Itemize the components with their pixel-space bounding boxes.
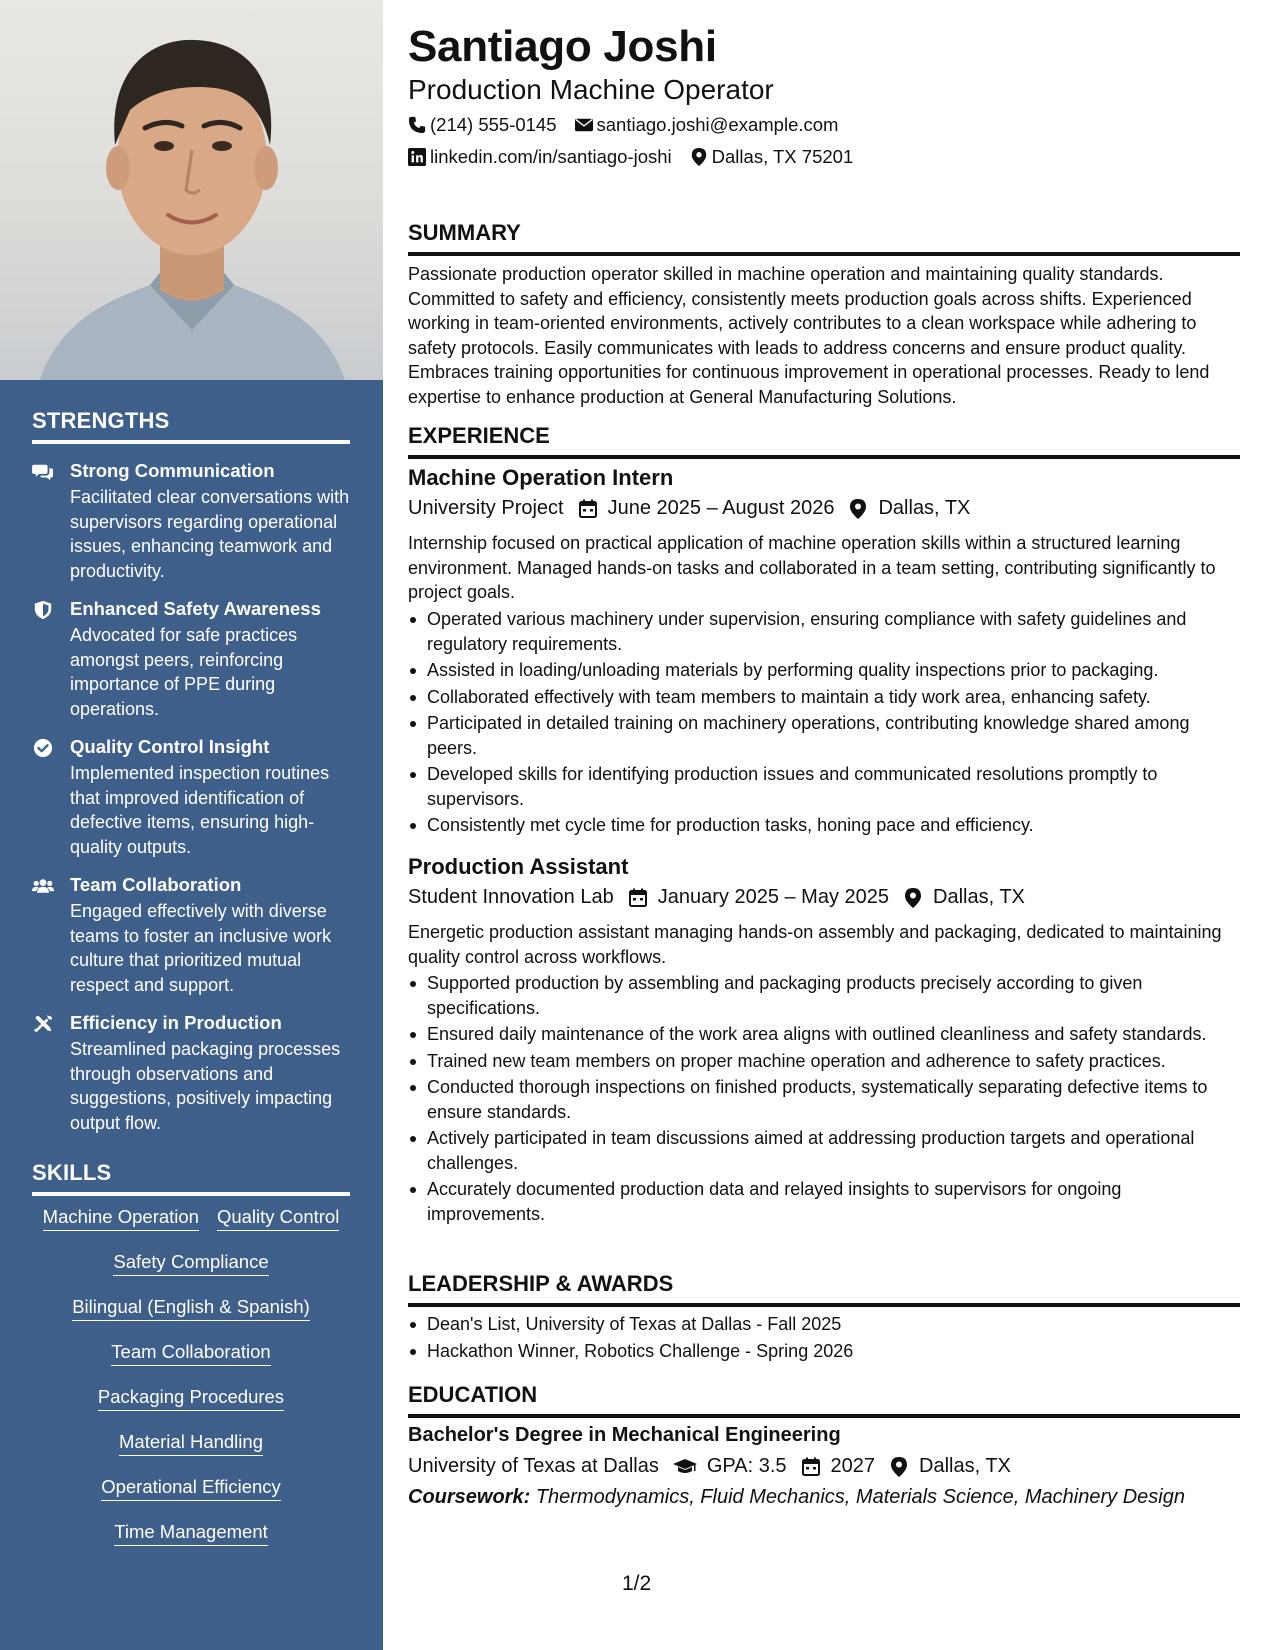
job-dates: June 2025 – August 2026 [607,497,835,519]
bullet-item: Developed skills for identifying production issues and communicated resolutions promptly to supervisors. [408,762,1240,811]
coursework-list: Thermodynamics, Fluid Mechanics, Materials Science, Machinery Design [535,1486,1185,1508]
linkedin-icon [408,148,426,166]
map-pin-icon [848,499,868,519]
tools-icon [32,1014,54,1034]
phone-icon [408,116,426,134]
bullet-item: Conducted thorough inspections on finished products, systematically separating defective items to ensure standards. [408,1075,1240,1124]
skill-tag: Machine Operation [43,1206,199,1231]
strength-description: Facilitated clear conversations with supervisors regarding operational issues, enhancing teamwork and productivity. [70,487,350,581]
contact-row [408,146,853,168]
strength-description: Engaged effectively with diverse teams to foster an inclusive work culture that prioritized mutual respect and support. [70,901,332,995]
strength-title: Team Collaboration [70,874,242,895]
job-title: Production Assistant [408,854,629,879]
skill-tag: Time Management [114,1521,268,1546]
bullet-item: Consistently met cycle time for production tasks, honing pace and efficiency. [408,813,1240,838]
skill-tag: Safety Compliance [113,1251,268,1276]
strengths-heading: STRENGTHS [32,408,350,444]
profile-photo [0,0,383,380]
job-dates: January 2025 – May 2025 [657,886,890,908]
job-location: Dallas, TX [878,497,971,519]
users-icon [32,876,54,896]
map-pin-icon [903,888,923,908]
bullet-item: Accurately documented production data and relayed insights to supervisors for ongoing improvements. [408,1177,1240,1226]
job-organization: University Project [408,497,564,519]
degree-title: Bachelor's Degree in Mechanical Engineering [408,1424,841,1446]
bullet-item: Collaborated effectively with team members to maintain a tidy work area, enhancing safety. [408,685,1240,710]
summary-text: Passionate production operator skilled in machine operation and maintaining quality standards. Committed to safety and efficiency, consistently meets production goals across shifts. Experienced working in team-oriented environments, actively contributes to a clean workspace while adhering to safety protocols. Easily communicates with leads to address concerns and ensure product quality. Embraces training opportunities for continuous improvement in operational processes. Ready to lend expertise to enhance production at General Manufacturing Solutions. [408,264,1210,407]
job-organization: Student Innovation Lab [408,886,614,908]
email-address[interactable]: santiago.joshi@example.com [596,114,839,135]
job-meta [408,886,1025,909]
job-bullets [408,607,1240,840]
education-meta [408,1455,1011,1478]
strength-title: Efficiency in Production [70,1012,282,1033]
bullet-item: Assisted in loading/unloading materials by performing quality inspections prior to packaging. [408,658,1240,683]
skills-heading: SKILLS [32,1160,350,1196]
skill-tag: Material Handling [119,1431,263,1456]
strength-description: Advocated for safe practices amongst peers, reinforcing importance of PPE during operations. [70,625,298,719]
graduation-cap-icon [673,1457,697,1477]
school-location: Dallas, TX [919,1455,1011,1477]
skill-tag: Packaging Procedures [98,1386,284,1411]
bullet-item: Trained new team members on proper machine operation and adherence to safety practices. [408,1049,1240,1074]
award-item: Hackathon Winner, Robotics Challenge - Spring 2026 [408,1339,1240,1364]
check-circle-icon [32,738,54,758]
skills-list [32,1206,350,1566]
bullet-item: Ensured daily maintenance of the work area aligns with outlined cleanliness and safety standards. [408,1022,1240,1047]
job-description: Internship focused on practical application of machine operation skills within a structured learning environment. Managed hands-on tasks and collaborated in a team setting, contributing significantly to project goals. [408,533,1216,602]
bullet-item: Operated various machinery under supervision, ensuring compliance with safety guidelines and regulatory requirements. [408,607,1240,656]
profile-photo-illustration [0,0,383,380]
location: Dallas, TX 75201 [711,146,854,167]
job-location: Dallas, TX [933,886,1025,908]
sidebar [0,0,383,1650]
map-pin-icon [690,148,708,166]
skill-tag: Operational Efficiency [101,1476,281,1501]
calendar-icon [628,888,648,908]
linkedin-url[interactable]: linkedin.com/in/santiago-joshi [430,146,672,167]
envelope-icon [575,116,593,134]
strength-title: Enhanced Safety Awareness [70,598,321,619]
calendar-icon [801,1457,821,1477]
page-indicator: 1/2 [622,1572,652,1595]
leadership-bullets [408,1312,1240,1365]
comments-icon [32,462,54,482]
shield-icon [32,600,54,620]
bullet-item: Supported production by assembling and packaging products precisely according to given specifications. [408,971,1240,1020]
skill-tag: Quality Control [217,1206,339,1231]
map-pin-icon [889,1457,909,1477]
experience-heading: EXPERIENCE [408,423,1240,459]
strength-description: Implemented inspection routines that improved identification of defective items, ensuring high-quality outputs. [70,763,330,857]
strength-title: Strong Communication [70,460,275,481]
gpa: GPA: 3.5 [706,1455,787,1477]
bullet-item: Actively participated in team discussions aimed at addressing production targets and operational challenges. [408,1126,1240,1175]
contact-row [408,114,838,136]
summary-heading: SUMMARY [408,220,1240,256]
education-heading: EDUCATION [408,1382,1240,1418]
job-bullets [408,971,1240,1228]
coursework [408,1486,1185,1509]
job-description: Energetic production assistant managing hands-on assembly and packaging, dedicated to maintaining quality control across workflows. [408,922,1222,967]
graduation-year: 2027 [830,1455,876,1477]
school-name: University of Texas at Dallas [408,1455,659,1477]
skill-tag: Team Collaboration [111,1341,270,1366]
candidate-name: Santiago Joshi [408,22,717,71]
leadership-heading: LEADERSHIP & AWARDS [408,1271,1240,1307]
calendar-icon [578,499,598,519]
strength-description: Streamlined packaging processes through observations and suggestions, positively impacting output flow. [70,1039,341,1133]
phone-number: (214) 555-0145 [430,114,557,135]
skill-tag: Bilingual (English & Spanish) [72,1296,310,1321]
job-title: Machine Operation Intern [408,465,674,490]
coursework-label: Coursework: [408,1486,531,1508]
bullet-item: Participated in detailed training on machinery operations, contributing knowledge shared among peers. [408,711,1240,760]
award-item: Dean's List, University of Texas at Dallas - Fall 2025 [408,1312,1240,1337]
candidate-title: Production Machine Operator [408,74,774,105]
strength-title: Quality Control Insight [70,736,270,757]
job-meta [408,497,970,520]
